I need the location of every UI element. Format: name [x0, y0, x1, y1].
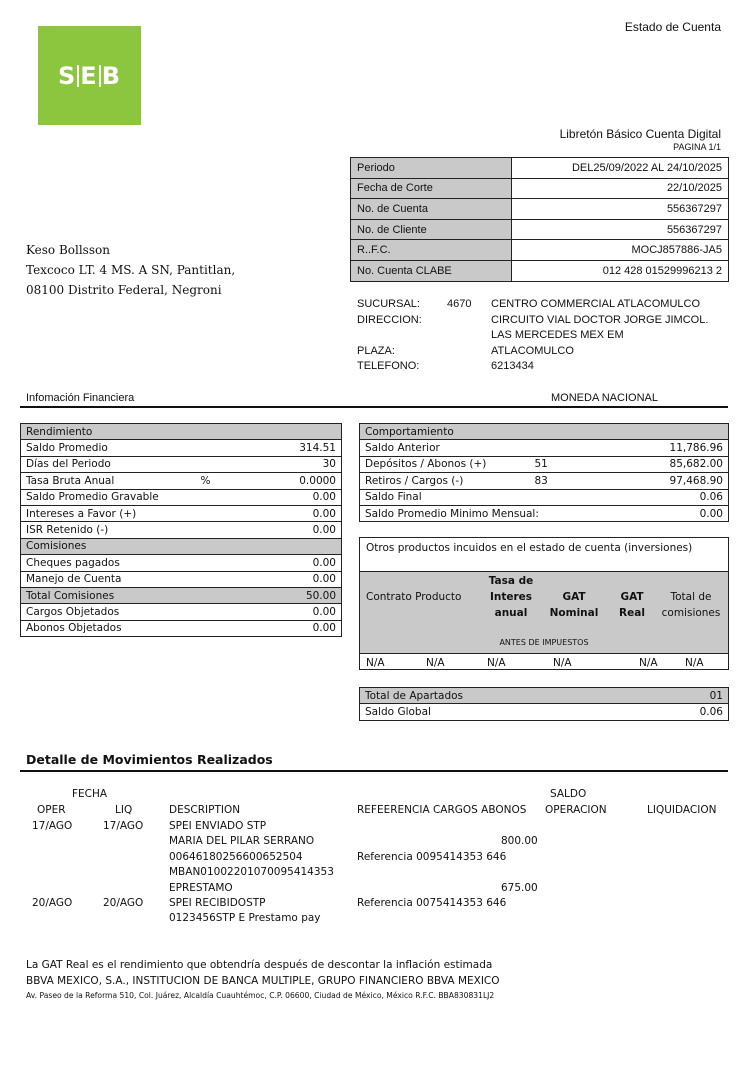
info-label: No. Cuenta CLABE [351, 260, 512, 281]
row-value: 0.00 [243, 620, 342, 636]
info-row [351, 158, 729, 179]
table-row [21, 489, 342, 505]
mov-oper: 20/AGO [32, 897, 73, 909]
document-title: Estado de Cuenta [624, 20, 721, 34]
rendimiento-header: Rendimiento [21, 424, 342, 440]
col-total-line: Total de [670, 591, 712, 603]
table-row [360, 688, 729, 704]
row-mid: % [191, 473, 243, 489]
col-oper: OPER [37, 804, 66, 816]
col-referencia-cargos-abonos: REFEERENCIA CARGOS ABONOS [357, 804, 527, 816]
customer-name: Keso Bollsson [26, 243, 110, 257]
col-tasa-line: Interes [489, 591, 533, 603]
row-value: 11,786.96 [583, 440, 729, 456]
row-value: 97,468.90 [583, 473, 729, 489]
na-value: N/A [487, 657, 506, 669]
col-gat-nominal [546, 589, 602, 621]
col-saldo: SALDO [550, 788, 587, 800]
table-row [360, 440, 729, 456]
mov-desc: SPEI ENVIADO STP [169, 820, 267, 832]
row-label: Tasa Bruta Anual [21, 473, 191, 489]
row-label: Total Comisiones [21, 587, 243, 603]
antes-de-impuestos: ANTES DE IMPUESTOS [499, 638, 589, 647]
address-line-2: 08100 Distrito Federal, Negroni [26, 283, 222, 297]
row-value: 314.51 [243, 440, 342, 456]
col-gat-real [610, 589, 654, 621]
logo-text: S E B [58, 61, 121, 90]
na-value: N/A [426, 657, 445, 669]
comportamiento-header: Comportamiento [360, 424, 729, 440]
plaza-label: PLAZA: [357, 344, 395, 357]
row-mid [191, 505, 243, 521]
info-label: Periodo [351, 158, 512, 179]
info-value: DEL25/09/2022 AL 24/10/2025 [512, 158, 729, 179]
col-tasa-line: Tasa de [488, 575, 534, 587]
row-label: Abonos Objetados [21, 620, 243, 636]
row-value: 50.00 [243, 587, 342, 603]
mov-desc: 0123456STP E Prestamo pay [169, 912, 321, 924]
branch-info [357, 297, 726, 375]
mov-liq: 17/AGO [103, 820, 144, 832]
row-label: Depósitos / Abonos (+) [360, 456, 530, 472]
row-value: 30 [243, 456, 342, 472]
table-row [360, 456, 729, 472]
table-row [21, 571, 342, 587]
row-value: 0.00 [243, 555, 342, 571]
currency-label: MONEDA NACIONAL [551, 392, 658, 404]
col-description: DESCRIPTION [169, 804, 241, 816]
table-row [21, 555, 342, 571]
row-value: 0.0000 [243, 473, 342, 489]
na-value: N/A [685, 657, 704, 669]
financial-info-title: Infomación Financiera [26, 392, 135, 404]
na-value: N/A [553, 657, 572, 669]
movimientos-title: Detalle de Movimientos Realizados [26, 752, 273, 767]
row-value: 0.00 [243, 522, 342, 538]
row-mid: 83 [530, 473, 583, 489]
info-row [351, 240, 729, 261]
direccion-label: DIRECCION: [357, 313, 422, 326]
row-label: Total de Apartados [360, 688, 641, 704]
row-label: Saldo Global [360, 704, 641, 720]
row-mid: 51 [530, 456, 583, 472]
telefono-label: TELEFONO: [357, 360, 420, 372]
col-contrato: Contrato Producto [366, 591, 462, 603]
mov-desc: SPEI RECIBIDOSTP [169, 897, 266, 909]
bank-logo [38, 26, 141, 125]
row-label: Intereses a Favor (+) [21, 505, 191, 521]
info-row [351, 178, 729, 199]
row-value: 85,682.00 [583, 456, 729, 472]
row-label: Saldo Final [360, 489, 530, 505]
info-label: No. de Cuenta [351, 199, 512, 220]
mov-liq: 20/AGO [103, 897, 144, 909]
plaza-value: ATLACOMULCO [491, 344, 574, 357]
footer-bank-name: BBVA MEXICO, S.A., INSTITUCION DE BANCA MULTIPLE, GRUPO FINANCIERO BBVA MEXICO [26, 975, 500, 987]
table-row [21, 473, 342, 489]
table-row [21, 620, 342, 636]
row-label: Saldo Anterior [360, 440, 530, 456]
info-label: No. de Cliente [351, 219, 512, 240]
otros-title: Otros productos incuidos en el estado de cuenta (inversiones) [366, 542, 693, 554]
info-value: 556367297 [512, 199, 729, 220]
table-row [360, 505, 729, 521]
table-row [21, 587, 342, 603]
comportamiento-table [359, 423, 729, 522]
col-liquidacion: LIQUIDACION [647, 804, 717, 816]
col-fecha: FECHA [72, 788, 108, 800]
col-gat-real-line: Real [619, 607, 645, 619]
info-row [351, 260, 729, 281]
col-operacion: OPERACION [545, 804, 607, 816]
col-gat-nominal-line: GAT [562, 591, 586, 603]
row-label: Días del Periodo [21, 456, 191, 472]
table-row [21, 505, 342, 521]
info-label: R..F.C. [351, 240, 512, 261]
table-row [21, 522, 342, 538]
info-value: 556367297 [512, 219, 729, 240]
row-mid [191, 522, 243, 538]
row-label: Retiros / Cargos (-) [360, 473, 530, 489]
direccion-value: CIRCUITO VIAL DOCTOR JORGE JIMCOL. LAS MERCEDES MEX EM [491, 313, 709, 341]
row-label: Saldo Promedio Minimo Mensual: [360, 505, 583, 521]
row-value: 0.00 [243, 571, 342, 587]
sucursal-label: SUCURSAL: [357, 298, 420, 310]
row-mid [191, 456, 243, 472]
mov-amount: 800.00 [501, 835, 538, 847]
mov-desc: MARIA DEL PILAR SERRANO [169, 835, 315, 847]
row-mid [530, 440, 583, 456]
info-row [351, 199, 729, 220]
table-row [360, 704, 729, 720]
row-label: Cargos Objetados [21, 604, 243, 620]
col-gat-real-line: GAT [620, 591, 644, 603]
col-total-line: comisiones [661, 607, 721, 619]
mov-ref: Referencia 0075414353 646 [357, 897, 507, 909]
info-value: 012 428 01529996213 2 [512, 260, 729, 281]
col-tasa [478, 573, 544, 621]
na-value: N/A [366, 657, 385, 669]
row-value: 0.06 [641, 704, 729, 720]
row-label: Saldo Promedio [21, 440, 191, 456]
comisiones-header: Comisiones [21, 538, 342, 554]
sucursal-name: CENTRO COMMERCIAL ATLACOMULCO [491, 298, 701, 310]
sucursal-number: 4670 [447, 298, 472, 310]
info-row [351, 219, 729, 240]
row-value: 0.00 [243, 505, 342, 521]
mov-oper: 17/AGO [32, 820, 73, 832]
table-row [21, 456, 342, 472]
section-divider [20, 406, 728, 408]
row-mid [191, 489, 243, 505]
mov-desc: 00646180256600652504 [169, 851, 303, 863]
customer-address [26, 240, 235, 300]
footer-gat-note: La GAT Real es el rendimiento que obtendría después de descontar la inflación estimada [26, 959, 493, 971]
footer-address: Av. Paseo de la Reforma 510, Col. Juárez, Alcaldía Cuauhtémoc, C.P. 06600, Ciudad de México, México R.F.C. BBA830831LJ2 [26, 991, 495, 1000]
table-row [360, 473, 729, 489]
row-label: Manejo de Cuenta [21, 571, 243, 587]
row-value: 0.00 [243, 604, 342, 620]
mov-desc: MBAN01002201070095414353 [169, 866, 334, 878]
mov-ref: Referencia 0095414353 646 [357, 851, 507, 863]
table-row [21, 440, 342, 456]
address-line-1: Texcoco LT. 4 MS. A SN, Pantitlan, [26, 263, 236, 277]
row-mid [191, 440, 243, 456]
col-tasa-line: anual [494, 607, 528, 619]
row-label: Saldo Promedio Gravable [21, 489, 191, 505]
mov-amount: 675.00 [501, 882, 538, 894]
row-mid [530, 489, 583, 505]
rendimiento-table [20, 423, 342, 637]
account-info-table [350, 157, 729, 282]
telefono-value: 6213434 [491, 360, 534, 372]
col-gat-nominal-line: Nominal [549, 607, 599, 619]
info-label: Fecha de Corte [351, 178, 512, 199]
row-value: 01 [641, 688, 729, 704]
table-row [360, 489, 729, 505]
apartados-table [359, 687, 729, 721]
table-row [21, 604, 342, 620]
row-label: ISR Retenido (-) [21, 522, 191, 538]
info-value: 22/10/2025 [512, 178, 729, 199]
info-value: MOCJ857886-JA5 [512, 240, 729, 261]
account-type: Libretón Básico Cuenta Digital [559, 127, 721, 141]
row-value: 0.00 [243, 489, 342, 505]
page-number: PAGINA 1/1 [673, 142, 721, 152]
col-total-comisiones [656, 589, 726, 621]
row-label: Cheques pagados [21, 555, 243, 571]
mov-desc: EPRESTAMO [169, 882, 233, 894]
row-value: 0.06 [583, 489, 729, 505]
otros-productos-box [359, 537, 729, 670]
col-liq: LIQ [115, 804, 133, 816]
row-value: 0.00 [583, 505, 729, 521]
na-value: N/A [639, 657, 658, 669]
section-divider [20, 770, 728, 772]
